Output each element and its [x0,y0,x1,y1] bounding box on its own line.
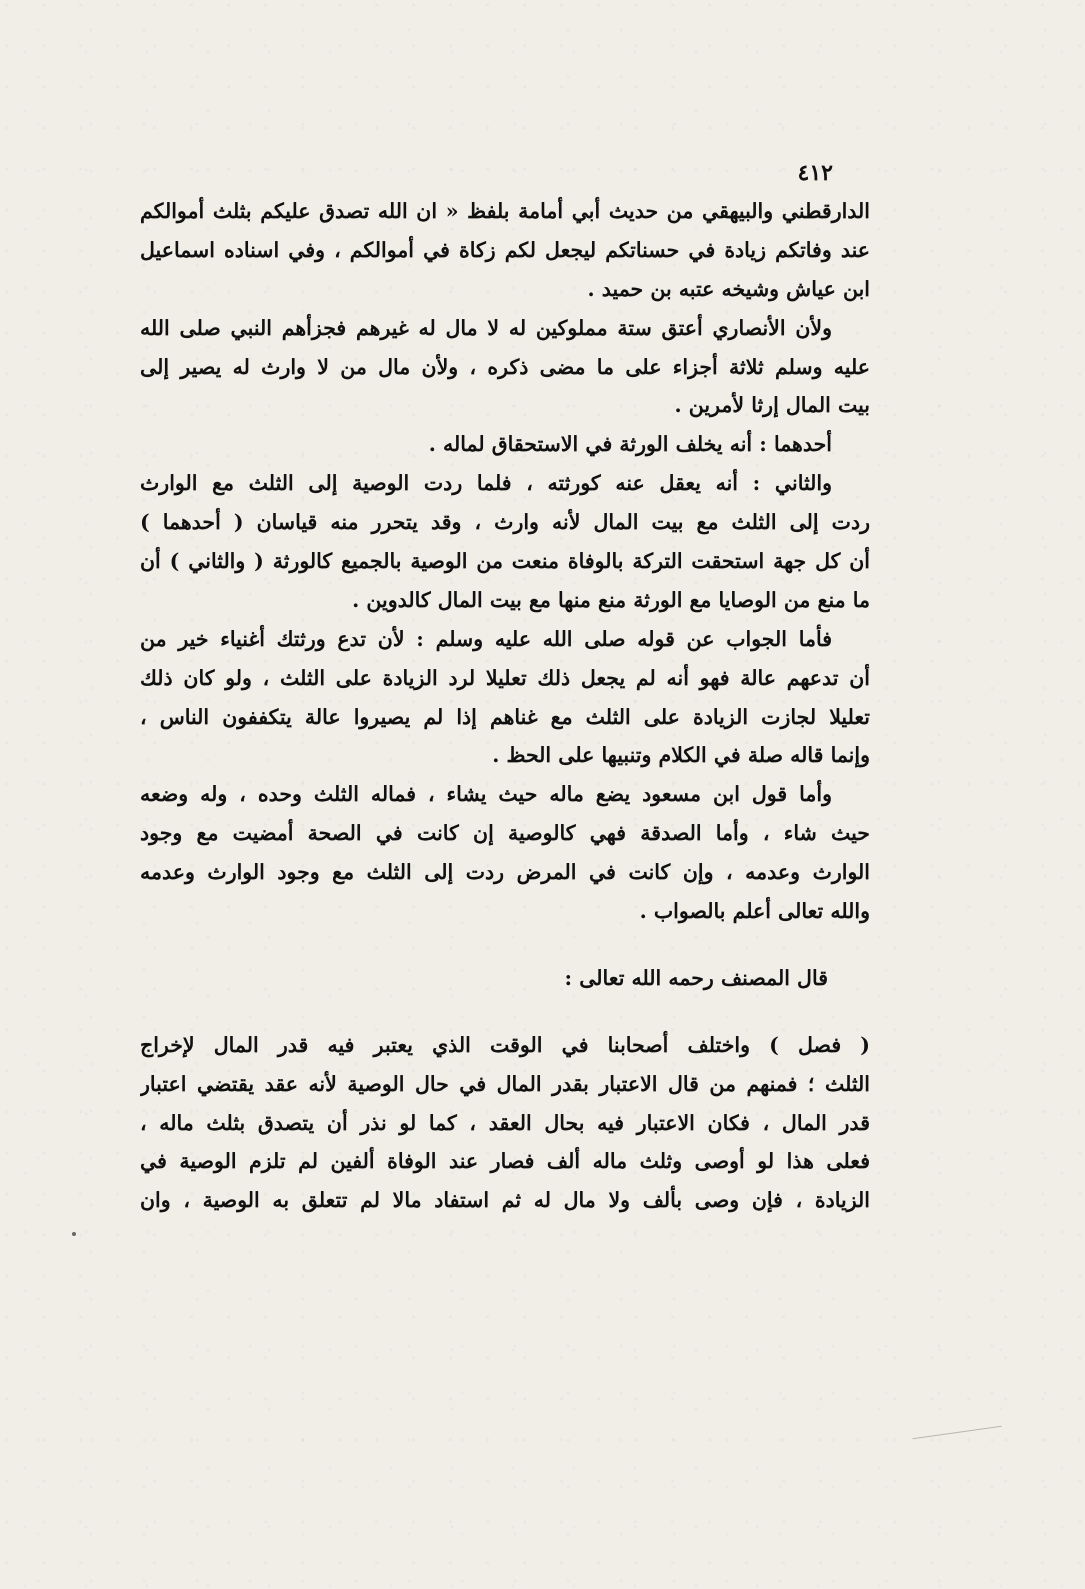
paragraph-answer [140,620,870,776]
text-line: عند وفاتكم زيادة في حسناتكم ليجعل لكم زكاة في أموالكم ، وفي اسناده اسماعيل [140,237,870,262]
page-number: ٤١٢ [797,160,833,186]
text-line: قدر المال ، فكان الاعتبار فيه بحال العقد ، كما لو نذر أن يتصدق بثلث ماله ، [140,1110,870,1135]
text-line: والله تعالى أعلم بالصواب . [639,899,870,924]
spacer [140,931,870,959]
scan-scratch [912,1426,1001,1440]
paragraph-first-reason [140,425,870,464]
text-line: ( فصل ) واختلف أصحابنا في الوقت الذي يعتبر فيه قدر المال لإخراج [140,1032,870,1057]
paragraph-section [140,1026,870,1220]
paragraph-second-reason [140,464,870,620]
text-line: أن تدعهم عالة فهو أنه لم يجعل ذلك تعليلا لرد الزيادة على الثلث ، ولو كان ذلك [140,665,870,690]
text-line: بيت المال إرثا لأمرين . [674,393,870,418]
text-line: الوارث وعدمه ، وإن كانت في المرض ردت إلى الثلث مع وجود الوارث وعدمه [140,860,870,885]
text-line: ولأن الأنصاري أعتق ستة مملوكين له لا مال له غيرهم فجزأهم النبي صلى الله [140,315,832,340]
paragraph-ansari [140,309,870,426]
text-line: فأما الجواب عن قوله صلى الله عليه وسلم : لأن تدع ورثتك أغنياء خير من [140,626,832,651]
text-line: ابن عياش وشيخه عتبه بن حميد . [587,276,870,301]
spacer [140,998,870,1026]
text-line: فعلى هذا لو أوصى وثلث ماله ألف فصار عند الوفاة ألفين لم تلزم الوصية في [140,1149,870,1174]
paragraph-hadith [140,192,870,309]
text-line: حيث شاء ، وأما الصدقة فهي كالوصية إن كانت في الصحة أمضيت مع وجود [140,821,870,846]
text-line: والثاني : أنه يعقل عنه كورثته ، فلما ردت الوصية إلى الثلث مع الوارث [140,471,832,496]
text-line: الدارقطني والبيهقي من حديث أبي أمامة بلفظ « ان الله تصدق عليكم بثلث أموالكم [140,199,870,223]
section-heading: قال المصنف رحمه الله تعالى : [564,965,828,990]
text-line: أن كل جهة استحقت التركة بالوفاة منعت من الوصية بالجميع كالورثة ( والثاني ) أن [140,549,870,574]
text-line: وأما قول ابن مسعود يضع ماله حيث يشاء ، فماله الثلث وحده ، وله وضعه [140,782,832,807]
text-line: ردت إلى الثلث مع بيت المال لأنه وارث ، وقد يتحرر منه قياسان ( أحدهما ) [140,510,870,535]
text-line: الثلث ؛ فمنهم من قال الاعتبار بقدر المال في حال الوصية لأنه عقد يقتضي اعتبار [140,1071,870,1096]
margin-speck [72,1232,76,1236]
text-line: الزيادة ، فإن وصى بألف ولا مال له ثم استفاد مالا لم تتعلق به الوصية ، وان [140,1188,870,1213]
text-line: عليه وسلم ثلاثة أجزاء على ما مضى ذكره ، ولأن مال من لا وارث له يصير إلى [140,354,870,379]
text-line: ما منع من الوصايا مع الورثة منع منها مع بيت المال كالدوين . [352,587,870,612]
text-line: تعليلا لجازت الزيادة على الثلث مع غناهم إذا لم يصيروا عالة يتكففون الناس ، [140,704,870,729]
paragraph-ibn-masud [140,775,870,931]
text-line: وإنما قاله صلة في الكلام وتنبيها على الحظ . [492,743,870,768]
text-line: أحدهما : أنه يخلف الورثة في الاستحقاق لماله . [428,432,832,457]
page-body [140,192,870,1220]
